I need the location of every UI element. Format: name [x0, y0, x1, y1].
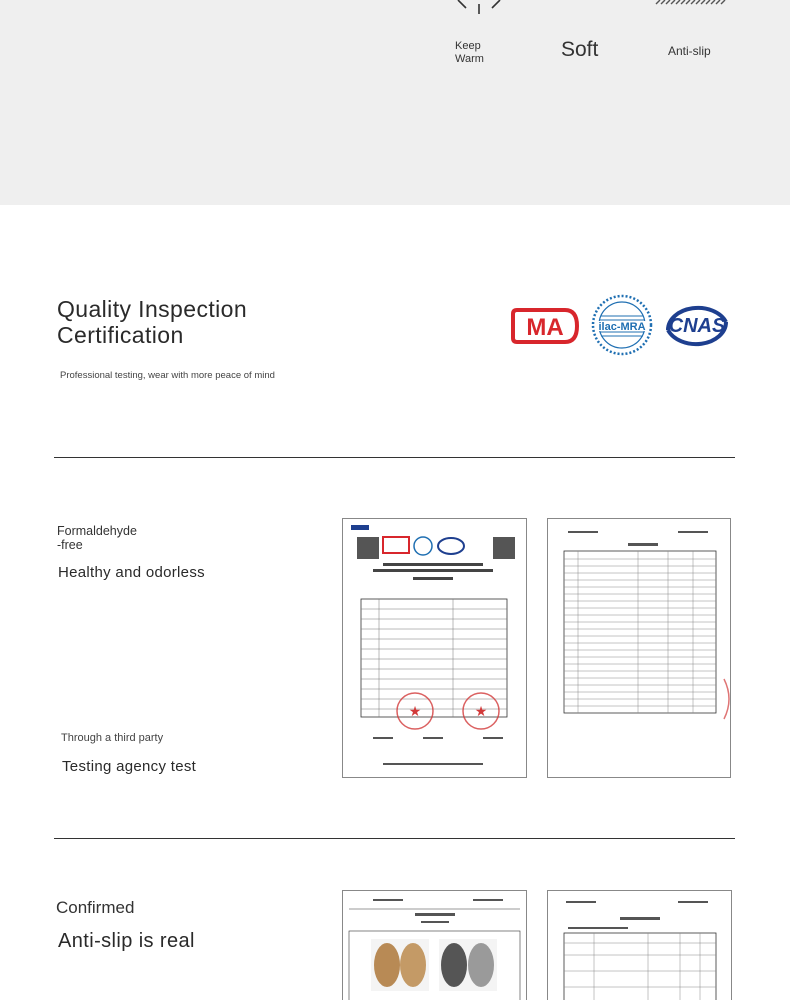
soft-label: Soft [561, 38, 599, 61]
certification-subtitle: Professional testing, wear with more peace of mind [60, 370, 275, 381]
keep-warm-label [455, 40, 484, 66]
anti-slip-report-photos-graphic [343, 891, 526, 1000]
divider-1 [54, 457, 735, 458]
cnas-logo [662, 300, 732, 352]
testing-agency-headline: Testing agency test [62, 758, 197, 775]
anti-slip-report-table[interactable] [547, 890, 732, 1000]
formaldehyde-headline: Healthy and odorless [58, 564, 205, 581]
ma-logo-text: MA [526, 314, 564, 341]
formaldehyde-label [57, 524, 137, 552]
anti-slip-report-photos[interactable] [342, 890, 527, 1000]
keep-warm-icon [452, 0, 506, 16]
third-party-label: Through a third party [61, 732, 164, 744]
anti-slip-icon [654, 0, 728, 6]
cnas-logo-text: CNAS [668, 315, 726, 337]
test-report-table[interactable] [547, 518, 731, 778]
certification-title-line2: Certification [57, 322, 184, 348]
ilac-mra-logo-text: ilac-MRA [598, 321, 646, 333]
test-report-cover-graphic [343, 519, 526, 777]
test-report-cover[interactable] [342, 518, 527, 778]
keep-warm-line2: Warm [455, 53, 484, 65]
certification-title-line1: Quality Inspection [57, 296, 248, 322]
confirmed-label: Confirmed [56, 898, 135, 917]
ilac-mra-logo [591, 294, 653, 356]
keep-warm-line1: Keep [455, 40, 481, 52]
feature-band [0, 0, 790, 205]
divider-2 [54, 838, 735, 839]
certification-title [57, 296, 247, 348]
formaldehyde-label-line2: -free [57, 538, 83, 552]
svg-text:★: ★ [474, 703, 488, 719]
anti-slip-label: Anti-slip [668, 44, 711, 58]
anti-slip-headline: Anti-slip is real [58, 930, 195, 952]
formaldehyde-label-line1: Formaldehyde [57, 524, 137, 538]
anti-slip-report-table-graphic [548, 891, 731, 1000]
ma-logo [511, 306, 581, 346]
svg-text:★: ★ [408, 703, 422, 719]
test-report-table-graphic [548, 519, 730, 777]
